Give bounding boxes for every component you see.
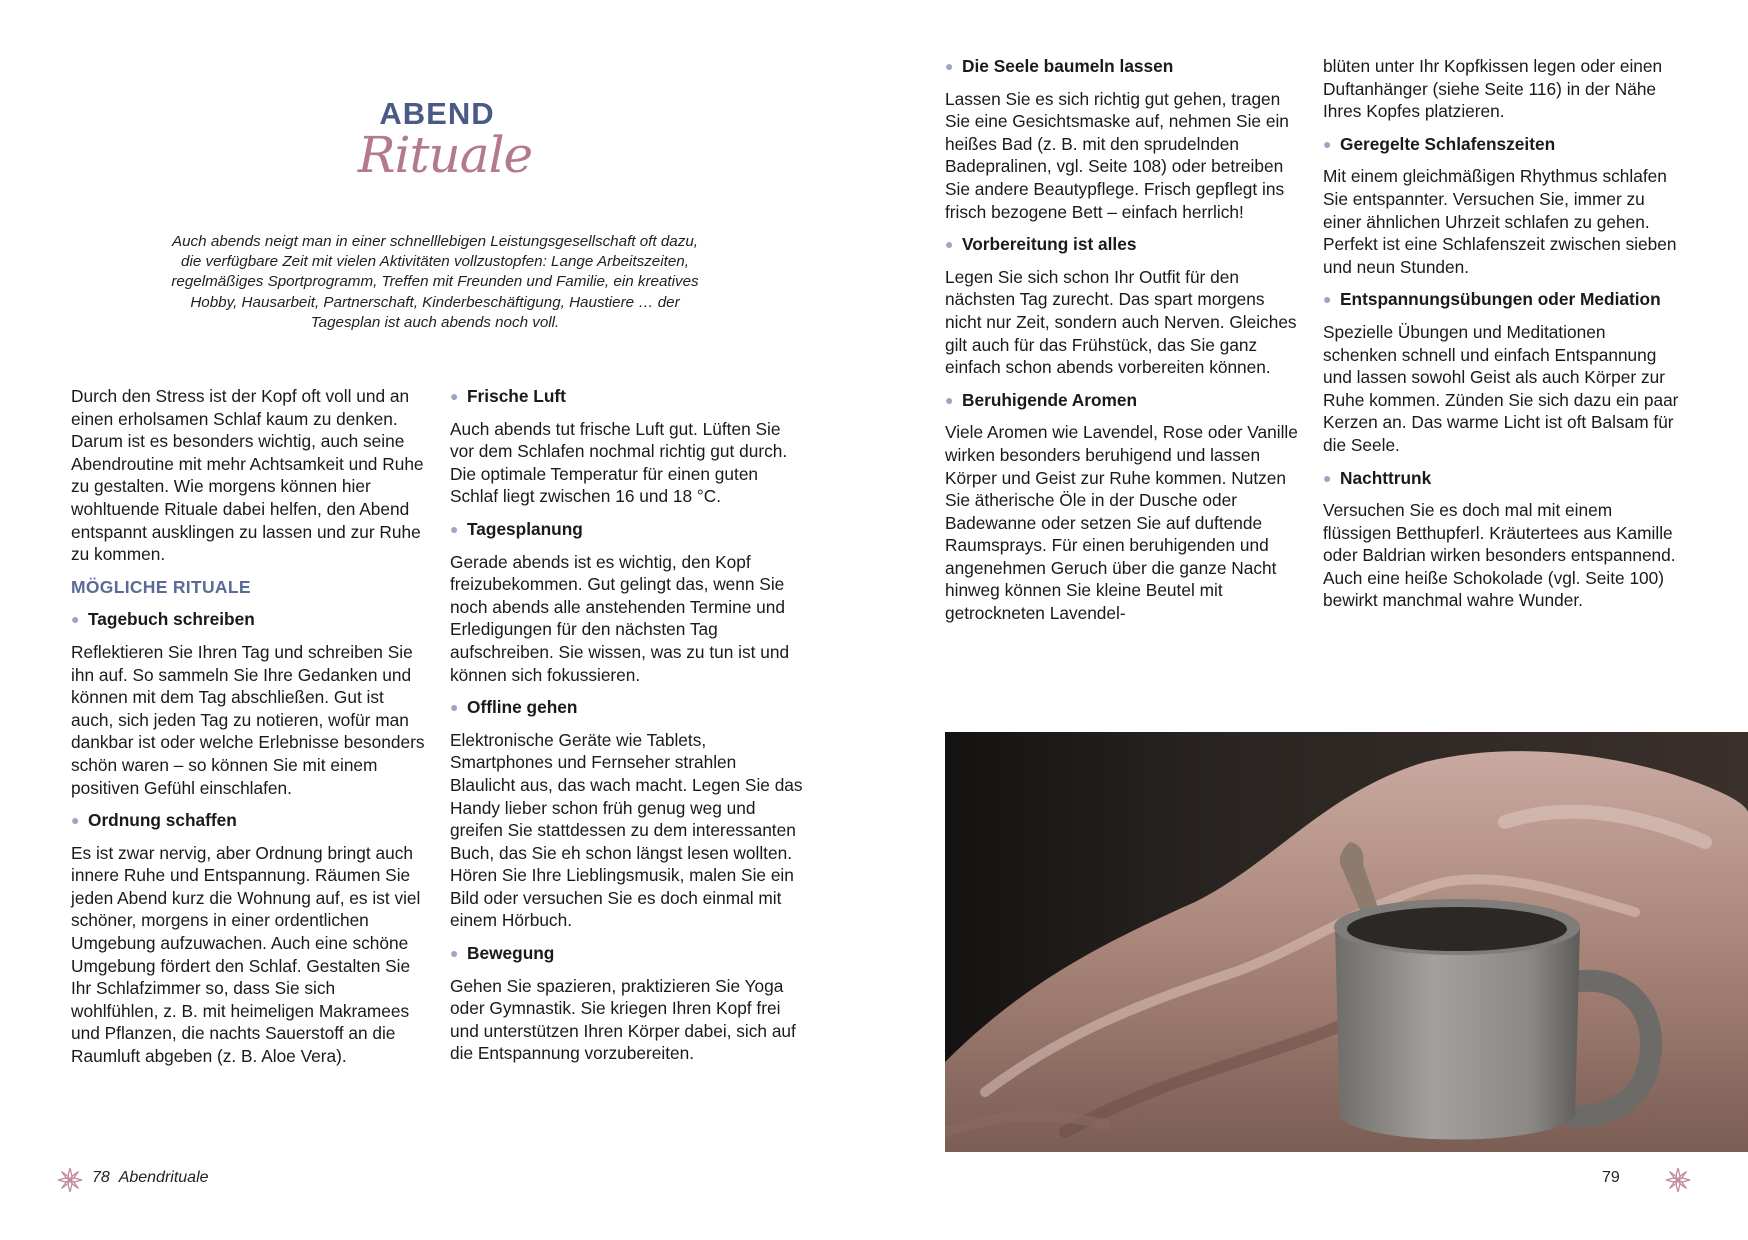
bullet-heading: ● Die Seele baumeln lassen	[945, 56, 1174, 76]
bullet-heading: ● Beruhigende Aromen	[945, 389, 1138, 410]
paragraph: Durch den Stress ist der Kopf oft voll und an einen erholsamen Schlaf kaum zu denken. Darum ist es besonders wichtig, auch seine Abendroutine mit mehr Achtsamkeit und Ruhe zu gestalten. Wie morgens können hier wohltuende Rituale dabei helfen, den Abend entspannt ausklingen zu lassen und zur Ruhe zu kommen.	[71, 386, 424, 565]
paragraph: Spezielle Übungen und Meditationen schenken schnell und einfach Entspannung und lassen sowohl Geist als auch Körper zur Ruhe kommen. Zünden Sie sich dazu ein paar Kerzen an. Das warme Licht ist oft Balsam für die Seele.	[1323, 321, 1679, 455]
bullet-heading: ● Tagebuch schreiben	[71, 609, 255, 630]
column-2	[450, 385, 806, 1065]
paragraph: Lassen Sie es sich richtig gut gehen, tragen Sie eine Gesichtsmaske auf, nehmen Sie ein heißes Bad (z. B. mit den sprudelnden Badepralinen, vgl. Seite 108) oder betreiben Sie andere Beautypflege. Frisch gepflegt ins frisch bezogene Bett – einfach herrlich!	[945, 88, 1289, 222]
bullet-heading: ● Geregelte Schlafenszeiten	[1323, 133, 1556, 154]
section-heading: MÖGLICHE RITUALE	[71, 576, 251, 597]
paragraph: blüten unter Ihr Kopfkissen legen oder einen Duftanhänger (siehe Seite 116) in der Nähe Ihres Kopfes platzieren.	[1323, 56, 1663, 122]
bullet-icon: ●	[450, 699, 459, 716]
paragraph: Es ist zwar nervig, aber Ordnung bringt auch innere Ruhe und Entspannung. Räumen Sie jeden Abend kurz die Wohnung auf, es ist viel schöner, morgens in einer ordentlichen Umgebung aufzuwachen. Auch eine schöne Umgebung fördert den Schlaf. Gestalten Sie Ihr Schlafzimmer so, dass Sie sich wohlfühlen, z. B. mit heimeligen Makramees und Pflanzen, die nachts Sauerstoff an die Raumluft abgeben (z. B. Aloe Vera).	[71, 842, 421, 1067]
page-title: ABEND	[379, 96, 495, 131]
paragraph: Versuchen Sie es doch mal mit einem flüssigen Betthupferl. Kräutertees aus Kamille oder Baldrian wirken besonders entspannend. Auch eine heiße Schokolade (vgl. Seite 100) bewirkt manchmal wahre Wunder.	[1323, 500, 1676, 611]
bullet-heading: ● Ordnung schaffen	[71, 810, 237, 831]
column-1	[71, 385, 427, 1068]
bullet-icon: ●	[945, 236, 954, 253]
page-number: 79	[1602, 1169, 1620, 1186]
bullet-icon: ●	[1323, 135, 1332, 152]
footer-left	[92, 1169, 209, 1187]
bullet-heading: ● Vorbereitung ist alles	[945, 234, 1137, 255]
bullet-heading: ● Nachttrunk	[1323, 467, 1432, 488]
mug-photo	[945, 732, 1748, 1152]
bullet-icon: ●	[71, 611, 80, 628]
paragraph: Gehen Sie spazieren, praktizieren Sie Yoga oder Gymnastik. Sie kriegen Ihren Kopf frei und unterstützen Ihren Körper dabei, sich auf die Entspannung vorzubereiten.	[450, 975, 796, 1064]
bullet-icon: ●	[450, 945, 459, 962]
flower-icon	[56, 1166, 84, 1194]
mug-on-blanket-image	[945, 732, 1748, 1152]
column-3	[945, 55, 1301, 625]
bullet-heading: ● Frische Luft	[450, 386, 566, 406]
paragraph: Reflektieren Sie Ihren Tag und schreiben Sie ihn auf. So sammeln Sie Ihre Gedanken und können mit dem Tag abschließen. Gut ist auch, sich jeden Tag zu notieren, wofür man dankbar ist oder welche Erlebnisse besonders schön waren – so können Sie mit einem positiven Gefühl einschlafen.	[71, 641, 425, 798]
bullet-icon: ●	[71, 812, 80, 829]
bullet-icon: ●	[945, 391, 954, 408]
bullet-heading: ● Tagesplanung	[450, 518, 583, 539]
bullet-heading: ● Bewegung	[450, 943, 555, 964]
page-title-script: Rituale	[357, 126, 533, 184]
running-title: Abendrituale	[118, 1169, 209, 1186]
paragraph: Elektronische Geräte wie Tablets, Smartphones und Fernseher strahlen Blaulicht aus, das wach macht. Legen Sie das Handy lieber schon früh genug weg und greifen Sie stattdessen zu dem interessanten Buch, das Sie eh schon längst lesen wollten. Hören Sie Ihre Lieblingsmusik, malen Sie ein Bild oder versuchen Sie es doch einmal mit einem Hörbuch.	[450, 729, 803, 931]
column-4	[1323, 55, 1679, 612]
bullet-icon: ●	[1323, 469, 1332, 486]
paragraph: Gerade abends ist es wichtig, den Kopf freizubekommen. Gut gelingt das, wenn Sie noch abends alle anstehenden Termine und Erledigungen für den nächsten Tag aufschreiben. Sie wissen, was zu tun ist und können sich fokussieren.	[450, 551, 790, 685]
bullet-icon: ●	[1323, 291, 1332, 308]
flower-icon	[1664, 1166, 1692, 1194]
page-number: 78	[92, 1169, 110, 1186]
bullet-icon: ●	[450, 520, 459, 537]
bullet-heading: ● Entspannungsübungen oder Mediation	[1323, 289, 1661, 310]
paragraph: Legen Sie sich schon Ihr Outfit für den nächsten Tag zurecht. Das spart morgens nicht nur Zeit, sondern auch Nerven. Gleiches gilt auch für das Frühstück, das Sie ganz einfach schon abends vorbereiten können.	[945, 266, 1297, 378]
bullet-icon: ●	[450, 388, 459, 404]
paragraph: Mit einem gleichmäßigen Rhythmus schlafen Sie entspannter. Versuchen Sie, immer zu einer ähnlichen Uhrzeit schlafen zu gehen. Perfekt ist eine Schlafenszeit zwischen sieben und neun Stunden.	[1323, 166, 1677, 277]
paragraph: Viele Aromen wie Lavendel, Rose oder Vanille wirken besonders beruhigend und lassen Körper und Geist zur Ruhe kommen. Nutzen Sie ätherische Öle in der Dusche oder Badewanne oder setzen Sie auf duftende Raumsprays. Für einen beruhigenden und angenehmen Geruch über die ganze Nacht hinweg können Sie kleine Beutel mit getrockneten Lavendel-	[945, 422, 1298, 624]
paragraph: Auch abends tut frische Luft gut. Lüften Sie vor dem Schlafen nochmal richtig gut durch. Die optimale Temperatur für einen guten Schlaf liegt zwischen 16 und 18 °C.	[450, 418, 788, 507]
bullet-heading: ● Offline gehen	[450, 697, 578, 718]
bullet-icon: ●	[945, 58, 954, 74]
intro-text: Auch abends neigt man in einer schnelllebigen Leistungsgesellschaft oft dazu, die verfügbare Zeit mit vielen Aktivitäten vollzustopfen: Lange Arbeitszeiten, regelmäßiges Sportprogramm, Treffen mit Freunden und Familie, ein kreatives Hobby, Hausarbeit, Partnerschaft, Kinderbeschäftigung, Haustiere … der Tagesplan ist auch abends noch voll.	[171, 233, 699, 331]
